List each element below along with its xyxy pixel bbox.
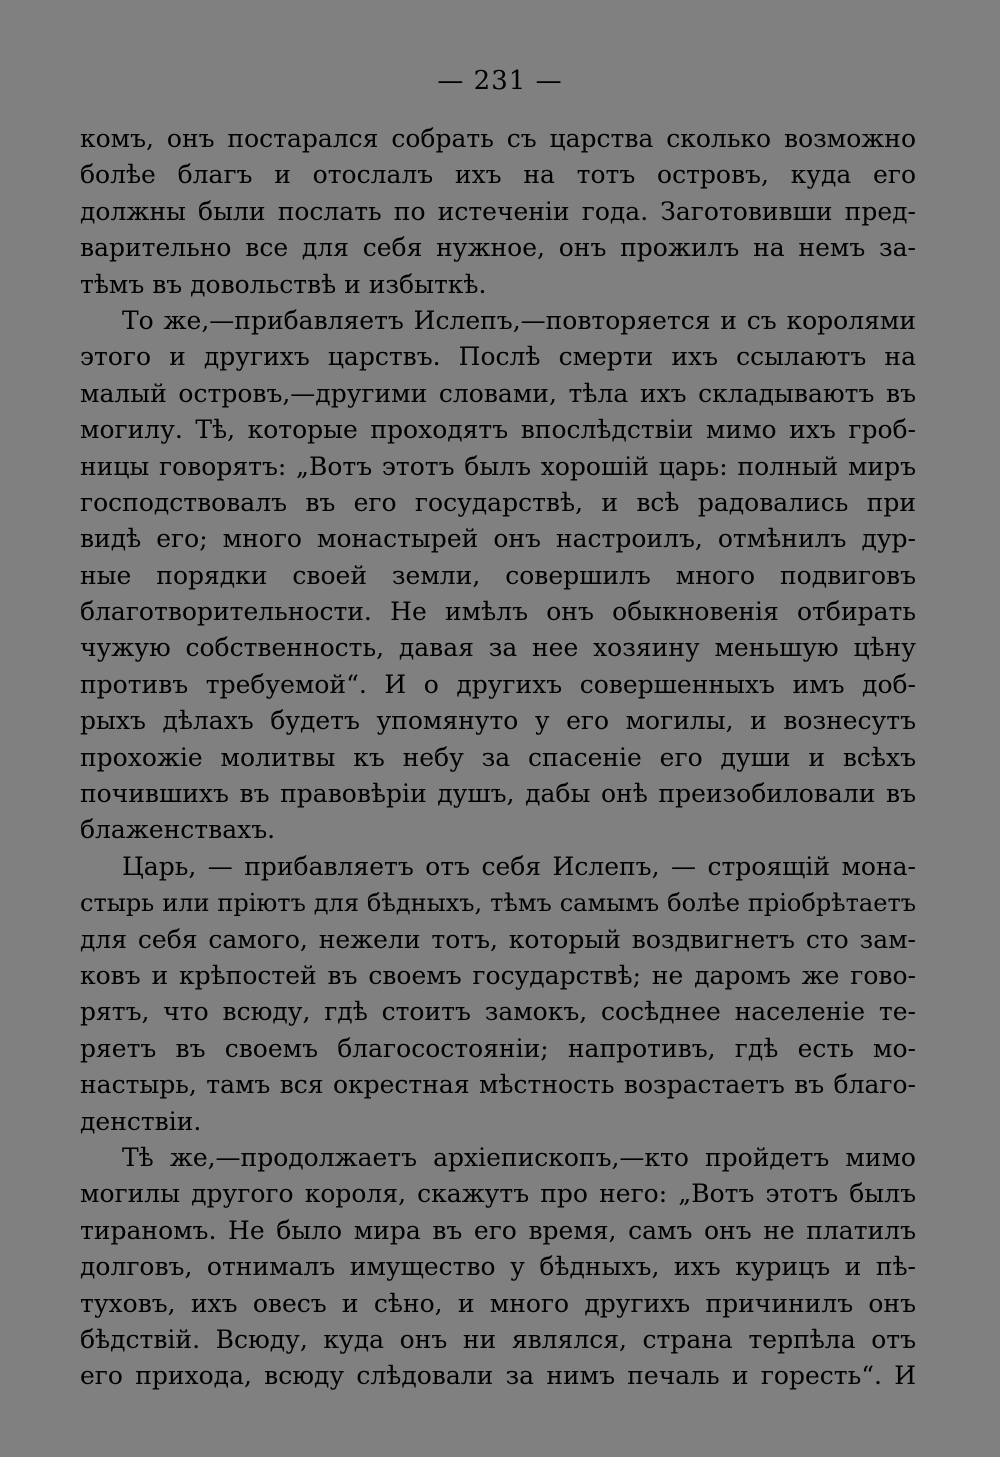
- text-body: [80, 121, 916, 1395]
- text-line: варительно все для себя нужное, онъ прожилъ на немъ за-: [80, 233, 916, 263]
- text-line: ряетъ въ своемъ благосостояніи; напротивъ, гдѣ есть мо-: [80, 1033, 916, 1063]
- text-line: долговъ, отнималъ имущество у бѣдныхъ, ихъ курицъ и пѣ-: [80, 1252, 916, 1282]
- text-line: должны были послать по истеченіи года. Заготовивши пред-: [80, 196, 916, 226]
- text-line: бѣдствій. Всюду, куда онъ ни являлся, страна терпѣла отъ: [80, 1324, 916, 1354]
- text-line: комъ, онъ постарался собрать съ царства сколько возможно: [80, 124, 916, 153]
- text-line: этого и другихъ царствъ. Послѣ смерти ихъ ссылаютъ на: [80, 342, 916, 372]
- text-line: настырь, тамъ вся окрестная мѣстность возрастаетъ въ благо-: [80, 1070, 916, 1100]
- text-line: туховъ, ихъ овесъ и сѣно, и много другихъ причинилъ онъ: [80, 1288, 916, 1318]
- text-line: блаженствахъ.: [80, 815, 276, 845]
- text-line: могилы другого короля, скажутъ про него: „Вотъ этотъ былъ: [80, 1179, 916, 1209]
- text-line: могилу. Тѣ, которые проходятъ впослѣдствіи мимо ихъ гроб-: [80, 415, 916, 445]
- text-line: ницы говорятъ: „Вотъ этотъ былъ хорошій царь: полный миръ: [80, 451, 916, 481]
- text-line: противъ требуемой“. И о другихъ совершенныхъ имъ доб-: [80, 669, 916, 699]
- text-line: рятъ, что всюду, гдѣ стоитъ замокъ, сосѣднее населеніе те-: [80, 997, 916, 1027]
- text-line: ные порядки своей земли, совершилъ много подвиговъ: [80, 560, 916, 590]
- text-line: стырь или пріютъ для бѣдныхъ, тѣмъ самымъ болѣе пріобрѣтаетъ: [80, 889, 916, 918]
- text-line: его прихода, всюду слѣдовали за нимъ печаль и горесть“. И: [80, 1361, 916, 1391]
- text-line: для себя самого, нежели тотъ, который воздвигнетъ сто зам-: [80, 924, 916, 954]
- text-line: господствовалъ въ его государствѣ, и всѣ радовались при: [80, 487, 916, 517]
- text-line: ковъ и крѣпостей въ своемъ государствѣ; не даромъ же гово-: [80, 960, 916, 990]
- text-line: малый островъ,—другими словами, тѣла ихъ складываютъ въ: [80, 378, 916, 408]
- paragraph-start-line: То же,—прибавляетъ Ислепъ,—повторяется и съ королями: [122, 305, 916, 335]
- text-line: чужую собственность, давая за нее хозяину меньшую цѣну: [80, 633, 916, 663]
- paragraph-start-line: Тѣ же,—продолжаетъ архіепископъ,—кто пройдетъ мимо: [122, 1142, 916, 1172]
- paragraph-start-line: Царь, — прибавляетъ отъ себя Ислепъ, — строящій мона-: [122, 851, 916, 881]
- text-line: почившихъ въ правовѣріи душъ, дабы онѣ преизобиловали въ: [80, 779, 916, 809]
- text-line: видѣ его; много монастырей онъ настроилъ, отмѣнилъ дур-: [80, 524, 916, 554]
- text-line: денствіи.: [80, 1106, 202, 1136]
- text-line: прохожіе молитвы къ небу за спасеніе его души и всѣхъ: [80, 742, 916, 772]
- text-line: тираномъ. Не было мира въ его время, самъ онъ не платилъ: [80, 1215, 916, 1245]
- text-line: благотворительности. Не имѣлъ онъ обыкновенія отбирать: [80, 597, 916, 627]
- text-line: болѣе благъ и отослалъ ихъ на тотъ островъ, куда его: [80, 160, 916, 190]
- text-line: тѣмъ въ довольствѣ и избыткѣ.: [80, 269, 487, 299]
- page-number: — 231 —: [437, 66, 563, 96]
- text-line: рыхъ дѣлахъ будетъ упомянуто у его могилы, и вознесутъ: [80, 706, 916, 736]
